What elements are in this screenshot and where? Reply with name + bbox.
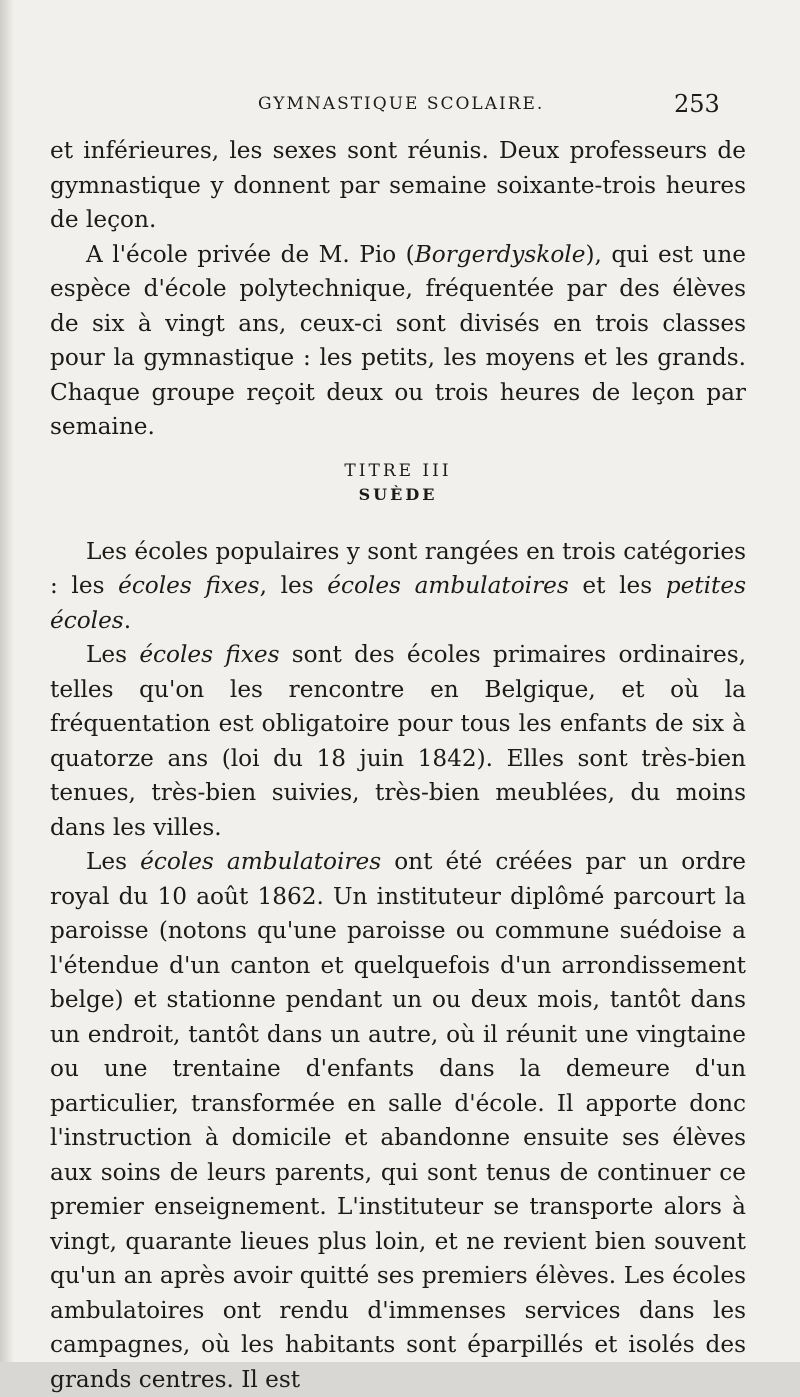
section-paragraph-1 bbox=[50, 535, 746, 639]
section-paragraph-3-text-b: ont été créées par un ordre royal du 10 août 1862. Un instituteur diplômé parcourt la paroisse (notons qu'une paroisse ou commune suédoise a l'étendue d'un canton et quelquefois d'un arrondissement belge) et stationne pendant un ou deux mois, tantôt dans un endroit, tantôt dans un autre, où il réunit une vingtaine ou une trentaine d'enfants dans la demeure d'un particulier, transformée en salle d'école. Il apporte donc l'instruction à domicile et abandonne ensuite ses élèves aux soins de leurs parents, qui sont tenus de continuer ce premier enseignement. L'instituteur se transporte alors à vingt, quarante lieues plus loin, et ne revient bien souvent qu'un an après avoir quitté ses premiers élèves. Les écoles ambulatoires ont rendu d'immenses services dans les campagnes, où les habitants sont éparpillés et isolés des grands centres. Il est bbox=[50, 848, 747, 1393]
section-title: TITRE III bbox=[344, 460, 452, 481]
paragraph-2-text-a: A l'école privée de M. Pio ( bbox=[86, 240, 415, 268]
section-paragraph-1-italic-1: écoles fixes bbox=[118, 572, 260, 599]
section-paragraph-3 bbox=[50, 845, 746, 1397]
section-paragraph-1-text-a: Les écoles populaires y sont rangées en trois catégories : les bbox=[50, 537, 746, 599]
paragraph-1 bbox=[50, 134, 746, 238]
section-paragraph-3-text-a: Les bbox=[86, 848, 141, 875]
section-paragraph-1-text-c: et les bbox=[568, 572, 666, 599]
section-paragraph-2-text-b: sont des écoles primaires ordinaires, telles qu'on les rencontre en Belgique, et où la fréquentation est obligatoire pour tous les enfants de six à quatorze ans (loi du 18 juin 1842). Elles sont très-bien tenues, très-bien suivies, très-bien meublées, du moins dans les villes. bbox=[50, 641, 746, 841]
section-paragraph-2 bbox=[50, 638, 746, 845]
section-paragraph-3-italic: écoles ambulatoires bbox=[140, 848, 382, 875]
section-paragraph-2-italic: écoles fixes bbox=[139, 641, 280, 668]
paragraph-2-italic: Borgerdyskole bbox=[414, 240, 586, 268]
body-text bbox=[50, 134, 746, 1397]
section-subtitle: SUÈDE bbox=[358, 484, 438, 504]
section-paragraph-1-text-b: , les bbox=[259, 572, 328, 599]
section-paragraph-1-text-d: . bbox=[123, 606, 132, 634]
running-title: GYMNASTIQUE SCOLAIRE. bbox=[258, 94, 545, 114]
paragraph-1-text: et inférieures, les sexes sont réunis. Deux professeurs de gymnastique y donnent par semaine soixante-trois heures de leçon. bbox=[50, 137, 746, 233]
section-paragraph-2-text-a: Les bbox=[86, 641, 140, 668]
paragraph-2 bbox=[50, 238, 746, 445]
running-head bbox=[0, 88, 800, 124]
section-paragraph-1-italic-2: écoles ambulatoires bbox=[327, 572, 569, 599]
section-paragraph-1-italic-3: petites écoles bbox=[50, 572, 746, 634]
page-edge-shadow bbox=[0, 0, 14, 1362]
page-number: 253 bbox=[674, 90, 720, 118]
paragraph-2-text-b: ), qui est une espèce d'école polytechnique, fréquentée par des élèves de six à vingt ans, ceux-ci sont divisés en trois classes pour la gymnastique : les petits, les moyens et les grands. Chaque groupe reçoit deux ou trois heures de leçon par semaine. bbox=[50, 240, 746, 440]
